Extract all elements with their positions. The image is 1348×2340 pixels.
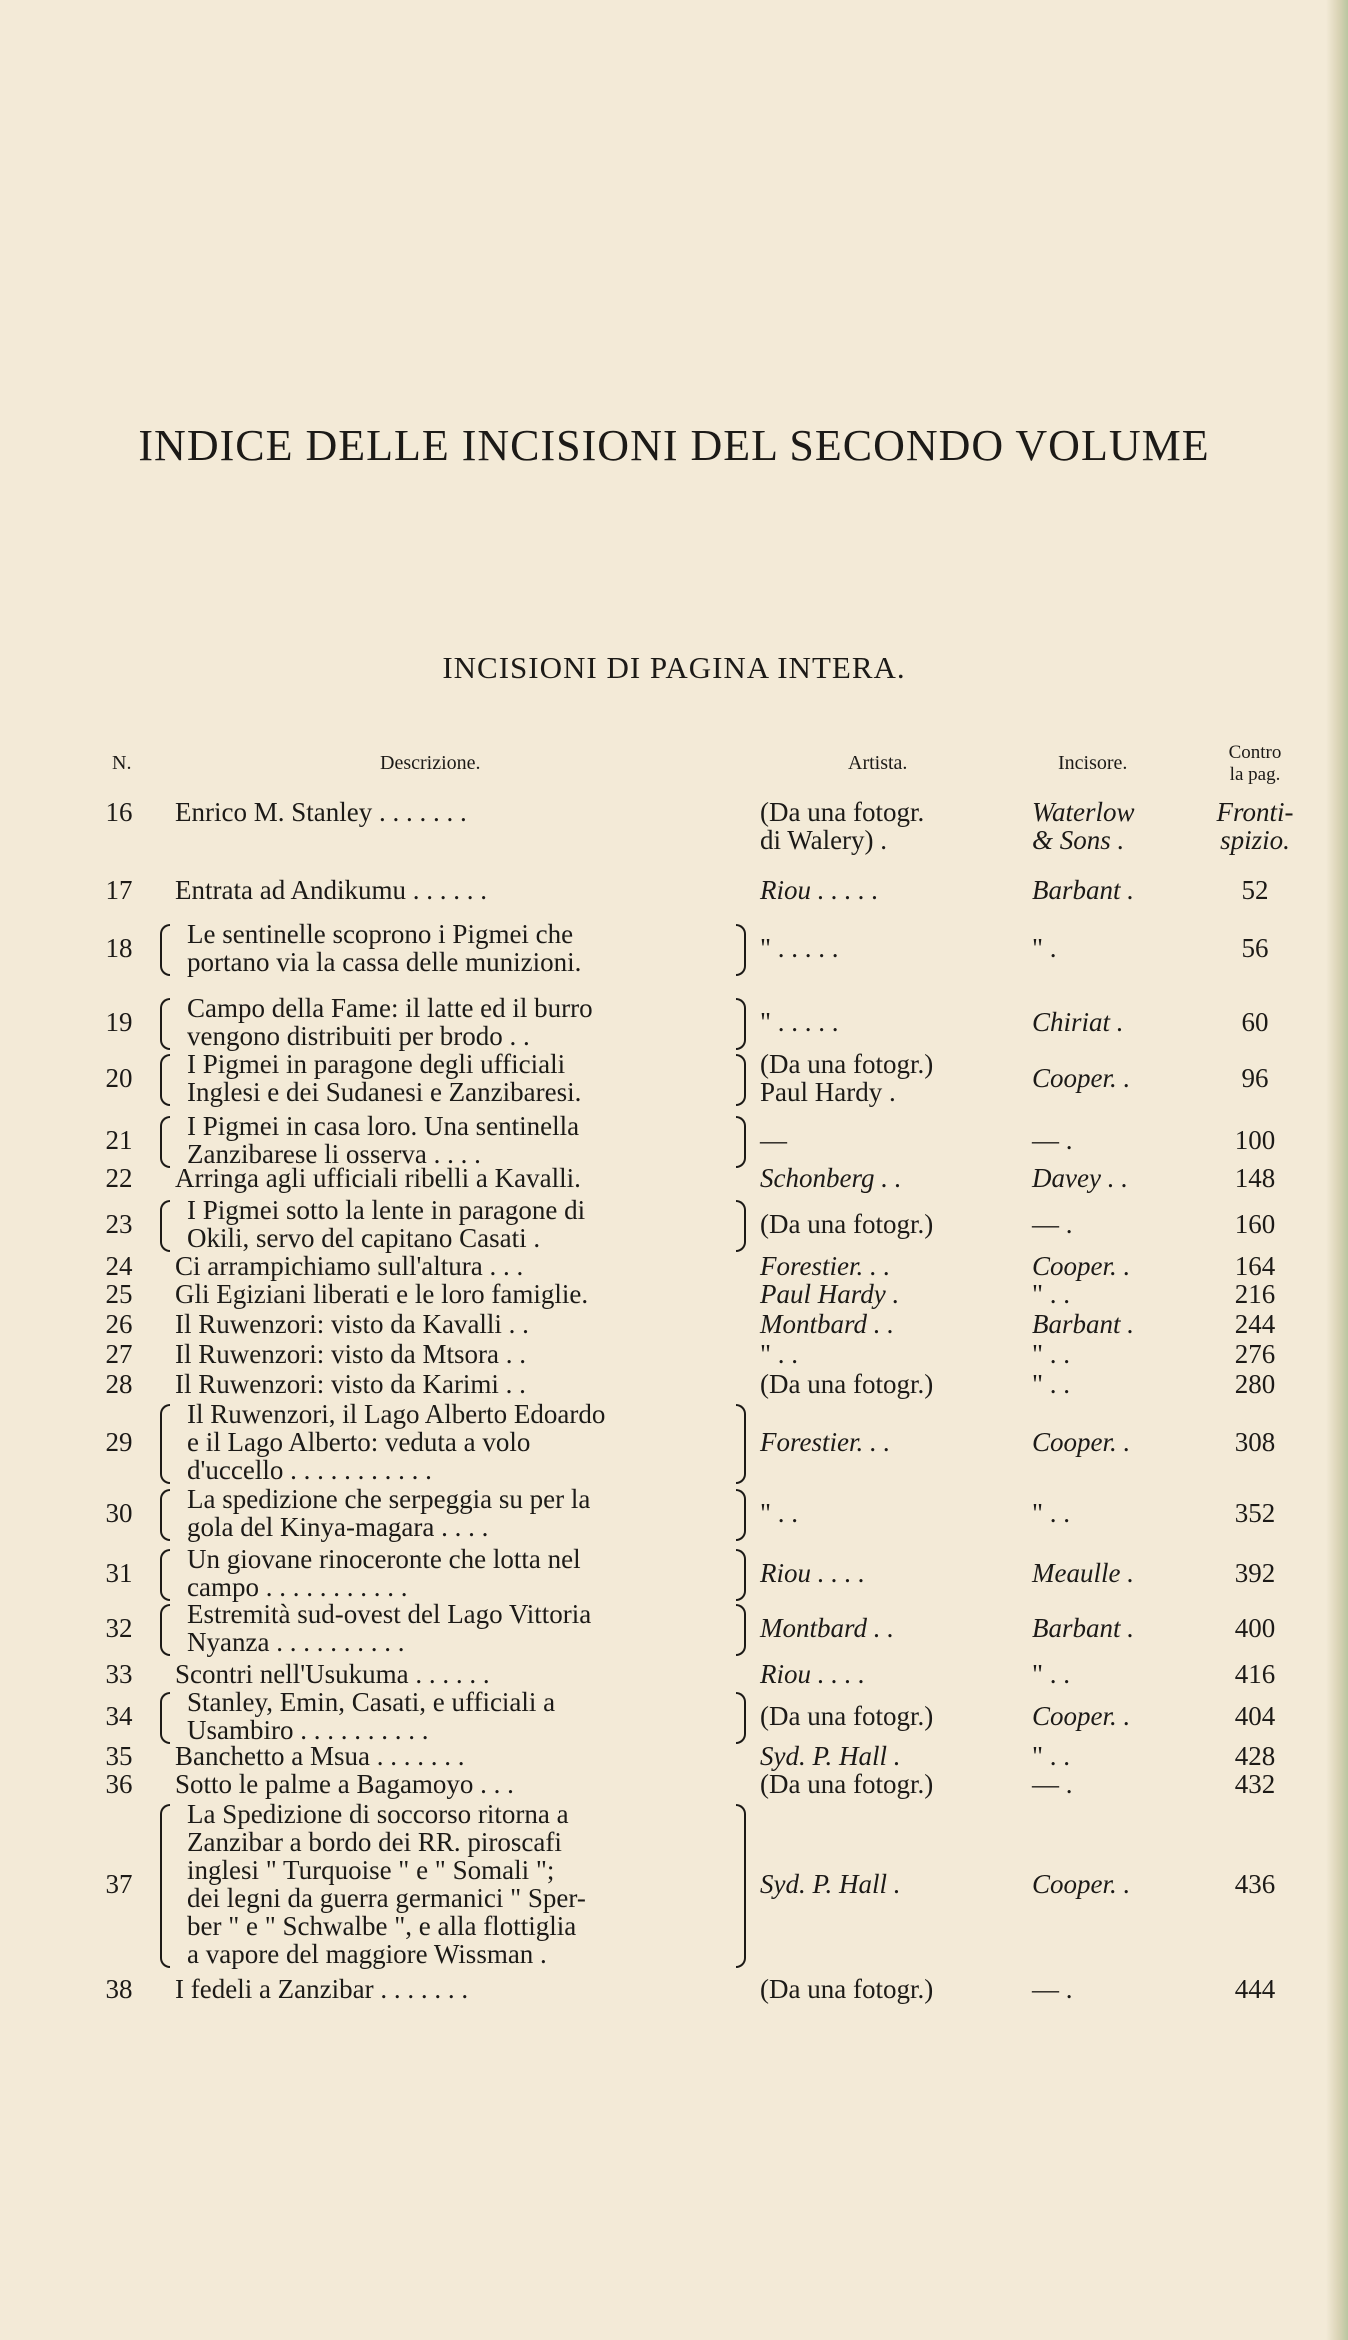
row-number: 23 bbox=[105, 1209, 133, 1239]
row-engraver bbox=[1032, 1499, 1070, 1527]
row-page-line: Fronti- bbox=[1216, 797, 1294, 827]
description-line: I Pigmei in casa loro. Una sentinella bbox=[187, 1111, 580, 1141]
row-artist bbox=[760, 1210, 933, 1238]
description-line: I Pigmei sotto la lente in paragone di bbox=[187, 1195, 586, 1225]
row-engraver-line: " . . bbox=[1032, 1339, 1071, 1369]
row-description bbox=[175, 1280, 588, 1308]
row-description bbox=[175, 1688, 555, 1744]
row-number: 18 bbox=[105, 933, 133, 963]
row-engraver bbox=[1032, 1702, 1130, 1730]
row-number: 33 bbox=[105, 1659, 133, 1689]
description-line: Le sentinelle scoprono i Pigmei che bbox=[187, 919, 574, 949]
row-page-line: 164 bbox=[1234, 1251, 1276, 1281]
row-page-line: 428 bbox=[1234, 1741, 1276, 1771]
row-engraver-line: " . . bbox=[1032, 1741, 1071, 1771]
row-artist bbox=[760, 1499, 798, 1527]
description-line: gola del Kinya-magara . . . . bbox=[187, 1512, 489, 1542]
section-subtitle: INCISIONI DI PAGINA INTERA. bbox=[442, 650, 906, 685]
row-number: 21 bbox=[105, 1125, 133, 1155]
row-artist bbox=[760, 798, 924, 854]
row-number: 16 bbox=[105, 797, 133, 827]
left-brace bbox=[160, 1692, 170, 1744]
left-brace bbox=[160, 1604, 170, 1656]
row-artist bbox=[760, 1660, 865, 1688]
right-brace bbox=[736, 1054, 746, 1106]
row-engraver bbox=[1032, 1310, 1134, 1338]
description-line: Usambiro . . . . . . . . . . bbox=[187, 1715, 429, 1745]
row-page-line: 404 bbox=[1234, 1701, 1276, 1731]
description-line: Il Ruwenzori: visto da Kavalli . . bbox=[175, 1309, 529, 1339]
row-artist-line: di Walery) . bbox=[760, 825, 888, 855]
row-page bbox=[1210, 1164, 1300, 1192]
right-brace bbox=[736, 924, 746, 976]
description-line: Scontri nell'Usukuma . . . . . . bbox=[175, 1659, 490, 1689]
right-brace bbox=[736, 1200, 746, 1252]
description-line: Un giovane rinoceronte che lotta nel bbox=[187, 1544, 581, 1574]
row-number: 22 bbox=[105, 1163, 133, 1193]
row-artist-line: " . . bbox=[760, 1498, 799, 1528]
row-page bbox=[1210, 876, 1300, 904]
header-engraver: Incisore. bbox=[1058, 752, 1128, 774]
row-artist-line: (Da una fotogr.) bbox=[760, 1049, 934, 1079]
left-brace bbox=[160, 924, 170, 976]
row-artist bbox=[760, 1164, 901, 1192]
row-description bbox=[175, 1660, 490, 1688]
row-artist bbox=[760, 1050, 933, 1106]
row-page bbox=[1210, 1370, 1300, 1398]
row-engraver bbox=[1032, 1340, 1070, 1368]
header-artist: Artista. bbox=[848, 752, 908, 774]
description-line: a vapore del maggiore Wissman . bbox=[187, 1939, 547, 1969]
row-page-line: 444 bbox=[1234, 1974, 1276, 2004]
row-artist-line: Montbard . . bbox=[760, 1309, 894, 1339]
row-engraver-line: & Sons . bbox=[1032, 825, 1125, 855]
row-number: 24 bbox=[105, 1251, 133, 1281]
row-engraver bbox=[1032, 1008, 1124, 1036]
description-line: Sotto le palme a Bagamoyo . . . bbox=[175, 1769, 514, 1799]
row-description bbox=[175, 1310, 529, 1338]
row-engraver bbox=[1032, 1614, 1134, 1642]
row-description bbox=[175, 1196, 585, 1252]
header-page-line2: la pag. bbox=[1229, 764, 1281, 785]
right-brace bbox=[736, 1116, 746, 1168]
row-description bbox=[175, 1485, 590, 1541]
row-engraver bbox=[1032, 1975, 1073, 2003]
description-line: Stanley, Emin, Casati, e ufficiali a bbox=[187, 1687, 556, 1717]
row-engraver-line: Barbant . bbox=[1032, 1613, 1135, 1643]
row-artist bbox=[760, 1252, 890, 1280]
row-page-line: 100 bbox=[1234, 1125, 1276, 1155]
row-artist-line: Syd. P. Hall . bbox=[760, 1869, 901, 1899]
description-line: I Pigmei in paragone degli ufficiali bbox=[187, 1049, 566, 1079]
row-description bbox=[175, 1800, 586, 1968]
row-artist bbox=[760, 1742, 901, 1770]
description-line: ber " e " Schwalbe ", e alla flottiglia bbox=[187, 1911, 577, 1941]
row-number: 36 bbox=[105, 1769, 133, 1799]
row-description bbox=[175, 1770, 514, 1798]
description-line: Il Ruwenzori: visto da Mtsora . . bbox=[175, 1339, 526, 1369]
row-page-line: 352 bbox=[1234, 1498, 1276, 1528]
row-engraver-line: " . . bbox=[1032, 1369, 1071, 1399]
row-artist-line: Riou . . . . bbox=[760, 1659, 865, 1689]
row-number: 38 bbox=[105, 1974, 133, 2004]
row-number: 19 bbox=[105, 1007, 133, 1037]
row-engraver-line: Cooper. . bbox=[1032, 1063, 1131, 1093]
row-artist bbox=[760, 934, 839, 962]
description-line: Banchetto a Msua . . . . . . . bbox=[175, 1741, 465, 1771]
row-description bbox=[175, 994, 593, 1050]
row-engraver-line: Cooper. . bbox=[1032, 1427, 1131, 1457]
description-line: I fedeli a Zanzibar . . . . . . . bbox=[175, 1974, 469, 2004]
row-artist-line: Schonberg . . bbox=[760, 1163, 902, 1193]
row-page-line: 160 bbox=[1234, 1209, 1276, 1239]
row-page bbox=[1210, 934, 1300, 962]
row-engraver bbox=[1032, 1770, 1073, 1798]
row-description bbox=[175, 798, 467, 826]
row-description bbox=[175, 876, 487, 904]
row-engraver-line: — . bbox=[1032, 1769, 1073, 1799]
description-line: Estremità sud-ovest del Lago Vittoria bbox=[187, 1599, 592, 1629]
row-artist bbox=[760, 1126, 787, 1154]
row-artist-line: " . . . . . bbox=[760, 1007, 839, 1037]
description-line: Il Ruwenzori: visto da Karimi . . bbox=[175, 1369, 526, 1399]
row-number: 26 bbox=[105, 1309, 133, 1339]
row-engraver-line: Davey . . bbox=[1032, 1163, 1128, 1193]
right-brace bbox=[736, 1404, 746, 1484]
row-engraver bbox=[1032, 1064, 1130, 1092]
row-artist bbox=[760, 1770, 933, 1798]
row-page bbox=[1210, 1660, 1300, 1688]
row-engraver bbox=[1032, 1370, 1070, 1398]
description-line: e il Lago Alberto: veduta a volo bbox=[187, 1427, 531, 1457]
row-engraver bbox=[1032, 1660, 1070, 1688]
row-page bbox=[1210, 1559, 1300, 1587]
row-number: 20 bbox=[105, 1063, 133, 1093]
description-line: Gli Egiziani liberati e le loro famiglie. bbox=[175, 1279, 589, 1309]
right-brace bbox=[736, 1549, 746, 1601]
row-artist-line: Forestier. . . bbox=[760, 1427, 891, 1457]
row-engraver bbox=[1032, 1126, 1073, 1154]
row-page-line: 244 bbox=[1234, 1309, 1276, 1339]
row-page bbox=[1210, 1428, 1300, 1456]
row-description bbox=[175, 1370, 526, 1398]
header-number: N. bbox=[112, 752, 132, 774]
row-page bbox=[1210, 1975, 1300, 2003]
row-artist-line: Forestier. . . bbox=[760, 1251, 891, 1281]
row-artist-line: (Da una fotogr.) bbox=[760, 1974, 934, 2004]
row-page bbox=[1210, 1310, 1300, 1338]
row-artist-line: (Da una fotogr. bbox=[760, 797, 925, 827]
description-line: Entrata ad Andikumu . . . . . . bbox=[175, 875, 487, 905]
description-line: d'uccello . . . . . . . . . . . bbox=[187, 1455, 432, 1485]
description-line: Ci arrampichiamo sull'altura . . . bbox=[175, 1251, 524, 1281]
row-page bbox=[1210, 1702, 1300, 1730]
row-artist-line: Paul Hardy . bbox=[760, 1077, 896, 1107]
row-engraver bbox=[1032, 1280, 1070, 1308]
row-artist-line: Riou . . . . . bbox=[760, 875, 879, 905]
row-page bbox=[1210, 1064, 1300, 1092]
row-description bbox=[175, 1340, 526, 1368]
row-engraver-line: Cooper. . bbox=[1032, 1869, 1131, 1899]
right-brace bbox=[736, 1804, 746, 1968]
row-engraver bbox=[1032, 934, 1057, 962]
row-page-line: 280 bbox=[1234, 1369, 1276, 1399]
left-brace bbox=[160, 1549, 170, 1601]
row-artist bbox=[760, 1428, 890, 1456]
row-artist bbox=[760, 1975, 933, 2003]
right-brace bbox=[736, 1489, 746, 1541]
row-artist-line: (Da una fotogr.) bbox=[760, 1769, 934, 1799]
description-line: vengono distribuiti per brodo . . bbox=[187, 1021, 530, 1051]
left-brace bbox=[160, 1489, 170, 1541]
description-line: Enrico M. Stanley . . . . . . . bbox=[175, 797, 467, 827]
row-number: 31 bbox=[105, 1558, 133, 1588]
description-line: Campo della Fame: il latte ed il burro bbox=[187, 993, 593, 1023]
row-page-line: 56 bbox=[1241, 933, 1269, 963]
row-engraver-line: " . . bbox=[1032, 1279, 1071, 1309]
row-page bbox=[1210, 1499, 1300, 1527]
row-engraver bbox=[1032, 1742, 1070, 1770]
row-artist bbox=[760, 1008, 839, 1036]
left-brace bbox=[160, 1200, 170, 1252]
row-page bbox=[1210, 1742, 1300, 1770]
left-brace bbox=[160, 1804, 170, 1968]
row-engraver-line: — . bbox=[1032, 1974, 1073, 2004]
row-number: 25 bbox=[105, 1279, 133, 1309]
row-page bbox=[1210, 1210, 1300, 1238]
row-engraver bbox=[1032, 1428, 1130, 1456]
row-engraver-line: Waterlow bbox=[1032, 797, 1135, 827]
row-page-line: 60 bbox=[1241, 1007, 1269, 1037]
row-number: 29 bbox=[105, 1427, 133, 1457]
description-line: inglesi " Turquoise " e " Somali "; bbox=[187, 1855, 555, 1885]
description-line: Zanzibar a bordo dei RR. piroscafi bbox=[187, 1827, 562, 1857]
row-page-line: spizio. bbox=[1220, 825, 1290, 855]
row-artist-line: " . . . . . bbox=[760, 933, 839, 963]
row-description bbox=[175, 1400, 605, 1484]
description-line: La Spedizione di soccorso ritorna a bbox=[187, 1799, 569, 1829]
row-page-line: 148 bbox=[1234, 1163, 1276, 1193]
row-engraver bbox=[1032, 1252, 1130, 1280]
row-page bbox=[1210, 1008, 1300, 1036]
row-engraver-line: Chiriat . bbox=[1032, 1007, 1124, 1037]
row-page bbox=[1210, 798, 1300, 854]
row-page-line: 400 bbox=[1234, 1613, 1276, 1643]
description-line: Inglesi e dei Sudanesi e Zanzibaresi. bbox=[187, 1077, 582, 1107]
row-artist-line: (Da una fotogr.) bbox=[760, 1369, 934, 1399]
right-brace bbox=[736, 1604, 746, 1656]
row-description bbox=[175, 1600, 591, 1656]
row-number: 34 bbox=[105, 1701, 133, 1731]
row-number: 37 bbox=[105, 1869, 133, 1899]
row-number: 28 bbox=[105, 1369, 133, 1399]
row-artist-line: Montbard . . bbox=[760, 1613, 894, 1643]
description-line: Nyanza . . . . . . . . . . bbox=[187, 1627, 405, 1657]
row-artist-line: Riou . . . . bbox=[760, 1558, 865, 1588]
row-engraver bbox=[1032, 876, 1134, 904]
row-page bbox=[1210, 1252, 1300, 1280]
row-page-line: 216 bbox=[1234, 1279, 1276, 1309]
description-line: Okili, servo del capitano Casati . bbox=[187, 1223, 541, 1253]
header-page-line1: Contro bbox=[1228, 742, 1282, 763]
description-line: La spedizione che serpeggia su per la bbox=[187, 1484, 591, 1514]
row-page bbox=[1210, 1126, 1300, 1154]
row-engraver-line: Cooper. . bbox=[1032, 1701, 1131, 1731]
row-page bbox=[1210, 1280, 1300, 1308]
description-line: Zanzibarese li osserva . . . . bbox=[187, 1139, 481, 1169]
header-description: Descrizione. bbox=[380, 752, 481, 774]
row-description bbox=[175, 1164, 581, 1192]
row-artist-line: — bbox=[760, 1125, 787, 1155]
left-brace bbox=[160, 1116, 170, 1168]
left-brace bbox=[160, 1054, 170, 1106]
row-engraver-line: Barbant . bbox=[1032, 875, 1135, 905]
row-engraver bbox=[1032, 1559, 1134, 1587]
row-number: 32 bbox=[105, 1613, 133, 1643]
row-number: 35 bbox=[105, 1741, 133, 1771]
row-artist-line: (Da una fotogr.) bbox=[760, 1209, 934, 1239]
row-number: 17 bbox=[105, 875, 133, 905]
row-artist-line: (Da una fotogr.) bbox=[760, 1701, 934, 1731]
row-page bbox=[1210, 1870, 1300, 1898]
row-engraver-line: " . . bbox=[1032, 1498, 1071, 1528]
row-engraver-line: " . bbox=[1032, 933, 1057, 963]
description-line: portano via la cassa delle munizioni. bbox=[187, 947, 582, 977]
row-artist bbox=[760, 1870, 901, 1898]
row-description bbox=[175, 1252, 523, 1280]
row-artist bbox=[760, 1340, 798, 1368]
row-engraver-line: " . . bbox=[1032, 1659, 1071, 1689]
row-page-line: 276 bbox=[1234, 1339, 1276, 1369]
row-description bbox=[175, 1050, 581, 1106]
row-description bbox=[175, 1545, 581, 1601]
row-page-line: 52 bbox=[1241, 875, 1269, 905]
row-description bbox=[175, 920, 581, 976]
row-artist bbox=[760, 1280, 899, 1308]
left-brace bbox=[160, 1404, 170, 1484]
description-line: dei legni da guerra germanici " Sper- bbox=[187, 1883, 586, 1913]
row-engraver-line: Cooper. . bbox=[1032, 1251, 1131, 1281]
left-brace bbox=[160, 998, 170, 1050]
right-brace bbox=[736, 998, 746, 1050]
row-description bbox=[175, 1975, 468, 2003]
row-page-line: 308 bbox=[1234, 1427, 1276, 1457]
row-page-line: 96 bbox=[1241, 1063, 1269, 1093]
row-engraver bbox=[1032, 1210, 1073, 1238]
row-page-line: 416 bbox=[1234, 1659, 1276, 1689]
row-page-line: 432 bbox=[1234, 1769, 1276, 1799]
row-artist bbox=[760, 1310, 894, 1338]
row-artist-line: Paul Hardy . bbox=[760, 1279, 900, 1309]
row-artist bbox=[760, 1370, 933, 1398]
row-engraver-line: — . bbox=[1032, 1209, 1073, 1239]
row-engraver-line: Meaulle . bbox=[1032, 1558, 1134, 1588]
row-description bbox=[175, 1112, 579, 1168]
row-engraver-line: Barbant . bbox=[1032, 1309, 1135, 1339]
page-title: INDICE DELLE INCISIONI DEL SECONDO VOLUME bbox=[138, 421, 1210, 470]
row-number: 30 bbox=[105, 1498, 133, 1528]
description-line: Il Ruwenzori, il Lago Alberto Edoardo bbox=[187, 1399, 606, 1429]
row-artist bbox=[760, 876, 879, 904]
row-engraver bbox=[1032, 798, 1135, 854]
row-page bbox=[1210, 1770, 1300, 1798]
row-page bbox=[1210, 1614, 1300, 1642]
row-artist bbox=[760, 1614, 894, 1642]
row-description bbox=[175, 1742, 464, 1770]
row-artist-line: " . . bbox=[760, 1339, 799, 1369]
row-engraver-line: — . bbox=[1032, 1125, 1073, 1155]
row-engraver bbox=[1032, 1870, 1130, 1898]
description-line: campo . . . . . . . . . . . bbox=[187, 1572, 408, 1602]
right-brace bbox=[736, 1692, 746, 1744]
row-page bbox=[1210, 1340, 1300, 1368]
row-engraver bbox=[1032, 1164, 1128, 1192]
row-artist bbox=[760, 1559, 865, 1587]
row-page-line: 392 bbox=[1234, 1558, 1276, 1588]
row-artist bbox=[760, 1702, 933, 1730]
row-page-line: 436 bbox=[1234, 1869, 1276, 1899]
description-line: Arringa agli ufficiali ribelli a Kavalli. bbox=[175, 1163, 581, 1193]
row-number: 27 bbox=[105, 1339, 133, 1369]
row-artist-line: Syd. P. Hall . bbox=[760, 1741, 901, 1771]
